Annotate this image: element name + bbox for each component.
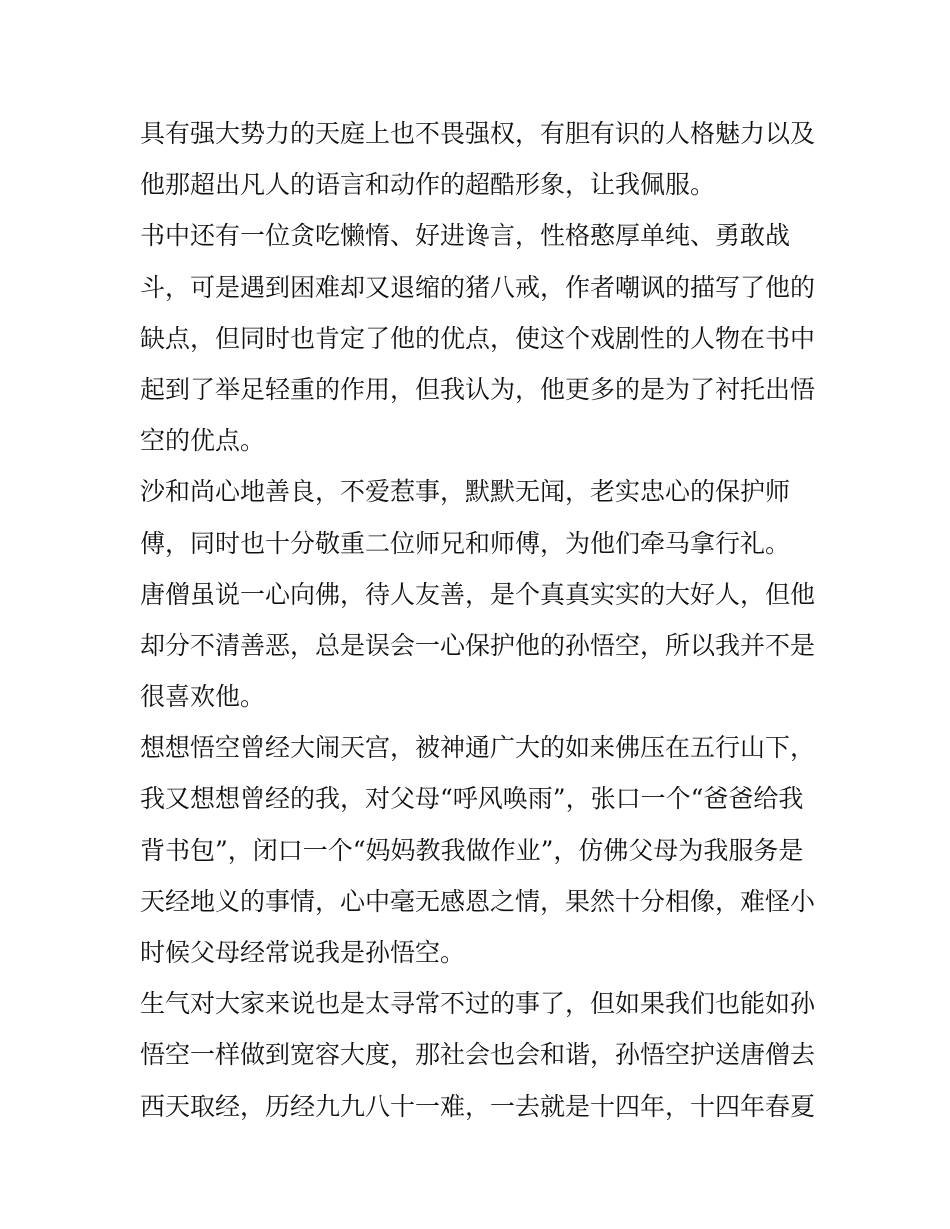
text-line: 书中还有一位贪吃懒惰、好进谗言，性格憨厚单纯、勇敢战: [140, 221, 791, 251]
text-line: 西天取经，历经九九八十一难，一去就是十四年，十四年春夏: [140, 1091, 816, 1121]
text-line: 沙和尚心地善良，不爱惹事，默默无闻，老实忠心的保护师: [140, 477, 791, 507]
text-line: 他那超出凡人的语言和动作的超酷形象，让我佩服。: [140, 170, 716, 200]
text-line: 傅，同时也十分敬重二位师兄和师傅，为他们牵马拿行礼。: [140, 528, 791, 558]
text-line: 起到了举足轻重的作用，但我认为，他更多的是为了衬托出悟: [140, 374, 816, 404]
body-text: [140, 108, 820, 1132]
text-line: 很喜欢他。: [140, 682, 266, 712]
text-line: 斗，可是遇到困难却又退缩的猪八戒，作者嘲讽的描写了他的: [140, 272, 816, 302]
text-line: 却分不清善恶，总是误会一心保护他的孙悟空，所以我并不是: [140, 630, 816, 660]
text-line: 我又想想曾经的我，对父母“呼风唤雨”，张口一个“爸爸给我: [140, 784, 804, 814]
text-line: 想想悟空曾经大闹天宫，被神通广大的如来佛压在五行山下，: [140, 733, 816, 763]
text-line: 天经地义的事情，心中毫无感恩之情，果然十分相像，难怪小: [140, 886, 816, 916]
text-line: 悟空一样做到宽容大度，那社会也会和谐，孙悟空护送唐僧去: [140, 1040, 816, 1070]
text-line: 缺点，但同时也肯定了他的优点，使这个戏剧性的人物在书中: [140, 323, 816, 353]
text-line: 唐僧虽说一心向佛，待人友善，是个真真实实的大好人，但他: [140, 579, 816, 609]
text-line: 空的优点。: [140, 426, 266, 456]
text-line: 时候父母经常说我是孙悟空。: [140, 938, 466, 967]
text-line: 具有强大势力的天庭上也不畏强权，有胆有识的人格魅力以及: [140, 119, 816, 148]
text-line: 背书包”，闭口一个“妈妈教我做作业”，仿佛父母为我服务是: [140, 835, 804, 865]
text-line: 生气对大家来说也是太寻常不过的事了，但如果我们也能如孙: [140, 989, 816, 1019]
